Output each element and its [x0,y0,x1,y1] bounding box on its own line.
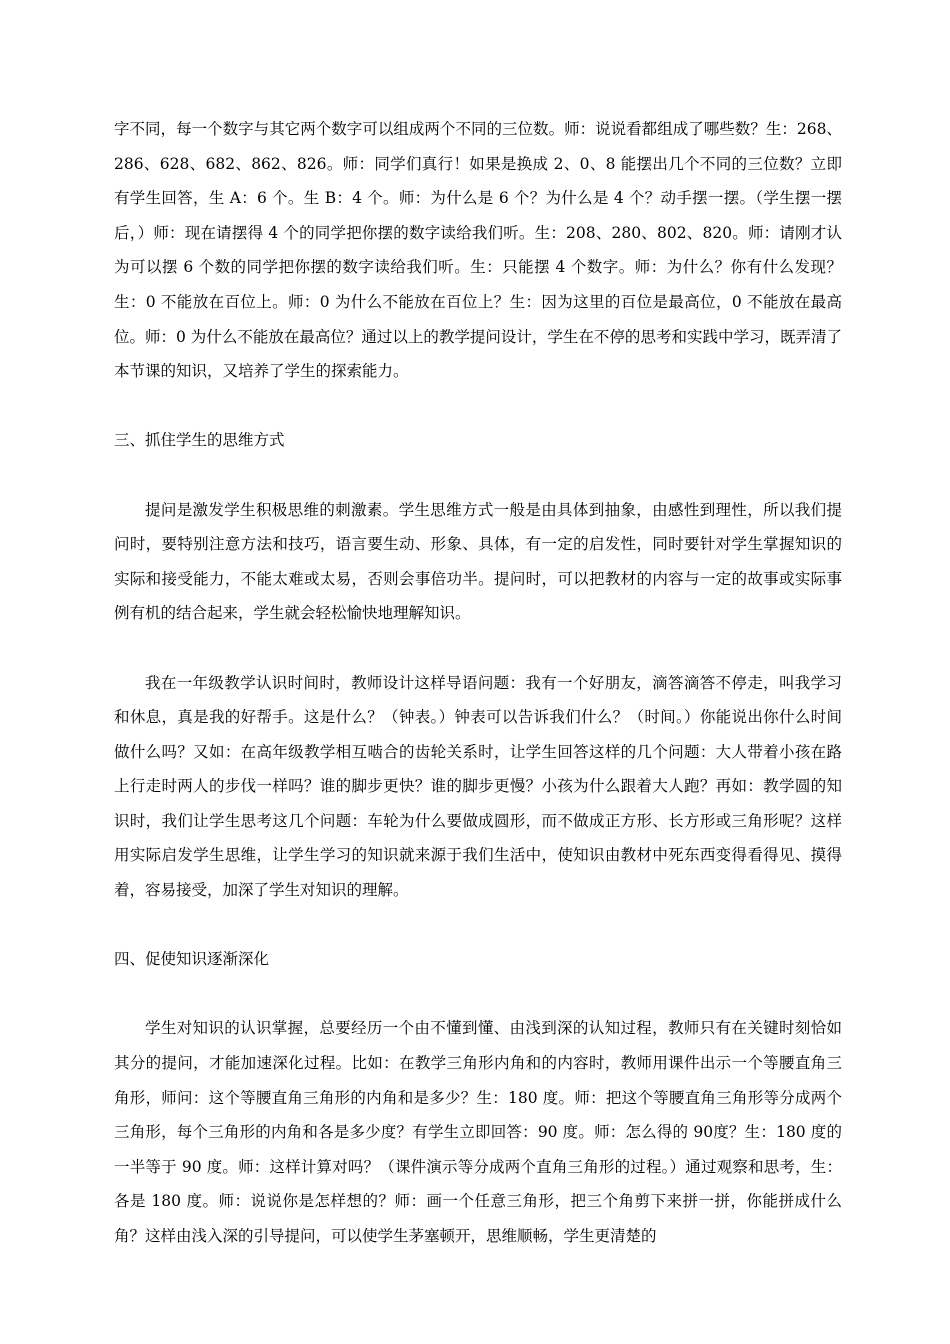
paragraph-spacer [114,389,842,424]
paragraph-spacer [114,458,842,493]
paragraph-permutation-example: 字不同，每一个数字与其它两个数字可以组成两个不同的三位数。师：说说看都组成了哪些数？生：268、286、628、682、862、826。师：同学们真行！如果是换成 2、0、8 能摆出几个不同的三位数？立即有学生回答，生 A：6 个。生 B：4 个。师：为什么是 6 个？为什么是 4 个？动手摆一摆。（学生摆一摆后，）师：现在请摆得 4 个的同学把你摆的数字读给我们听。生：208、280、802、820。师：请刚才认为可以摆 6 个数的同学把你摆的数字读给我们听。生：只能摆 4 个数字。师：为什么？你有什么发现？生：0 不能放在百位上。师：0 为什么不能放在百位上？生：因为这里的百位是最高位，0 不能放在最高位。师：0 为什么不能放在最高位？通过以上的教学提问设计，学生在不停的思考和实践中学习，既弄清了本节课的知识，又培养了学生的探索能力。 [114,120,842,381]
document-body [114,112,842,1254]
paragraph-spacer [114,908,842,943]
paragraph-spacer [114,631,842,666]
section-heading-4: 四、促使知识逐渐深化 [114,950,270,969]
paragraph-spacer [114,977,842,1012]
paragraph-time-example: 我在一年级教学认识时间时，教师设计这样导语问题：我有一个好朋友，滴答滴答不停走，叫我学习和休息，真是我的好帮手。这是什么？（钟表。）钟表可以告诉我们什么？（时间。）你能说出你什么时间做什么吗？又如：在高年级教学相互啮合的齿轮关系时，让学生回答这样的几个问题：大人带着小孩在路上行走时两人的步伐一样吗？谁的脚步更快？谁的脚步更慢？小孩为什么跟着大人跑？再如：教学圆的知识时，我们让学生思考这几个问题：车轮为什么要做成圆形，而不做成正方形、长方形或三角形呢？这样用实际启发学生思维，让学生学习的知识就来源于我们生活中，使知识由教材中死东西变得看得见、摸得着，容易接受，加深了学生对知识的理解。 [114,673,842,900]
paragraph-triangle-example: 学生对知识的认识掌握，总要经历一个由不懂到懂、由浅到深的认知过程，教师只有在关键时刻恰如其分的提问，才能加速深化过程。比如：在教学三角形内角和的内容时，教师用课件出示一个等腰直角三角形，师问：这个等腰直角三角形的内角和是多少？生：180 度。师：把这个等腰直角三角形等分成两个三角形，每个三角形的内角和各是多少度？有学生立即回答：90 度。师：怎么得的 90度？生：180 度的一半等于 90 度。师：这样计算对吗？（课件演示等分成两个直角三角形的过程。）通过观察和思考，生：各是 180 度。师：说说你是怎样想的？师：画一个任意三角形，把三个角剪下来拼一拼，你能拼成什么角？这样由浅入深的引导提问，可以使学生茅塞顿开，思维顺畅，学生更清楚的 [114,1019,842,1245]
paragraph-thinking-style: 提问是激发学生积极思维的刺激素。学生思维方式一般是由具体到抽象，由感性到理性，所以我们提问时，要特别注意方法和技巧，语言要生动、形象、具体，有一定的启发性，同时要针对学生掌握知识的实际和接受能力，不能太难或太易，否则会事倍功半。提问时，可以把教材的内容与一定的故事或实际事例有机的结合起来，学生就会轻松愉快地理解知识。 [114,500,842,623]
section-heading-3: 三、抓住学生的思维方式 [114,431,285,450]
